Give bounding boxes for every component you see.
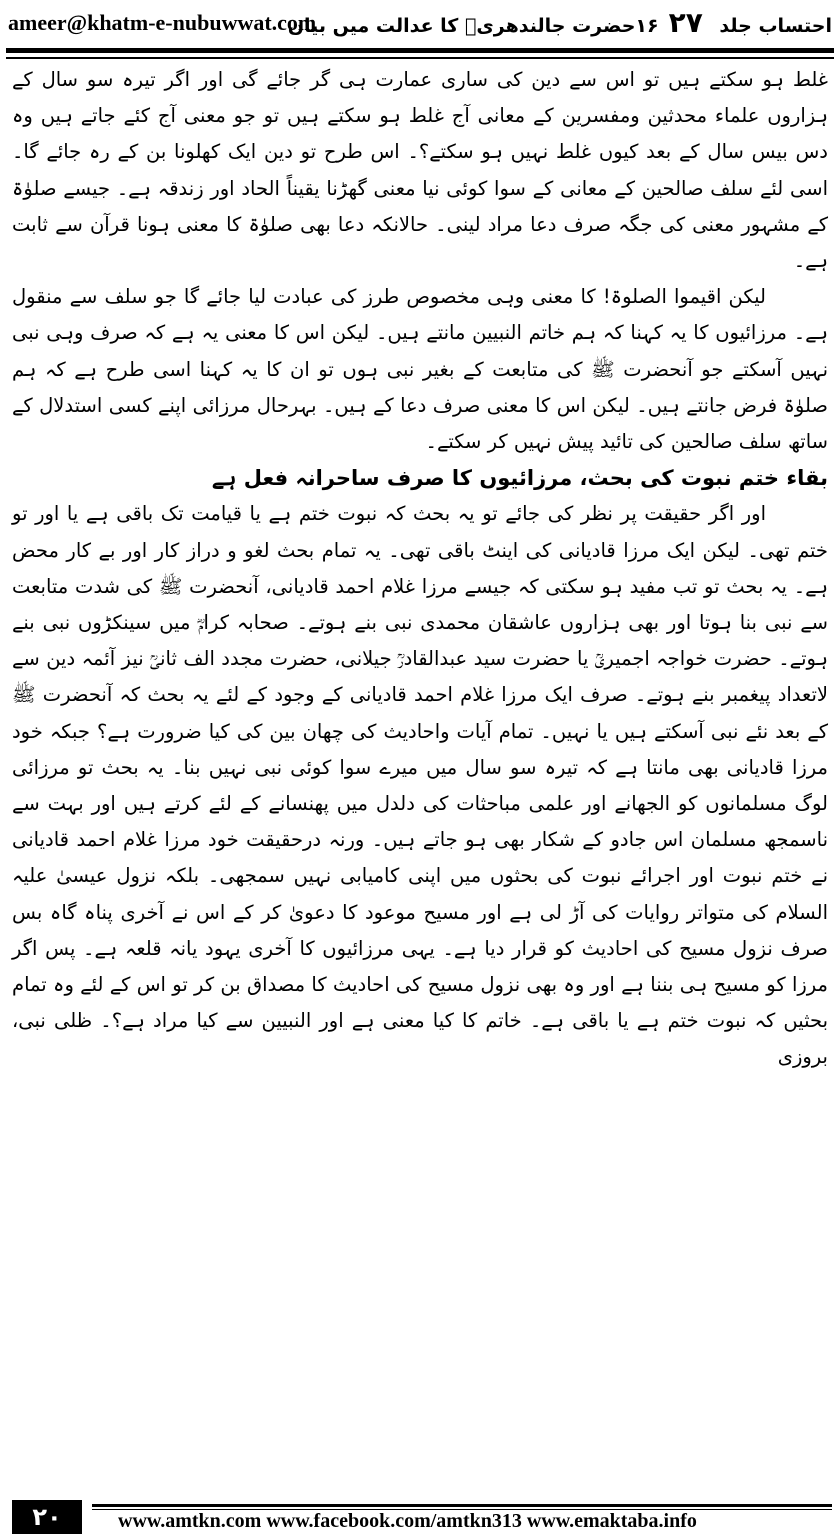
footer-rule-thick [92, 1504, 832, 1507]
page-header [0, 0, 840, 48]
page-body [12, 62, 828, 1076]
header-title [288, 6, 832, 39]
header-rule-thin [6, 57, 834, 59]
paragraph-2: لیکن اقیموا الصلوۃ! کا معنی وہی مخصوص طرز کی عبادت لیا جائے گا جو سلف سے منقول ہے۔ مرزائیوں کا یہ کہنا کہ ہم خاتم النبیین مانتے ہیں۔ لیکن اس کا معنی یہ ہے کہ صرف وہی نبی نہیں آسکتے جو آنحضرت ﷺ کی متابعت کے بغیر نبی ہوں تو ان کا یہ کہنا اسی طرح ہے کہ ہم صلوٰۃ فرض جانتے ہیں۔ لیکن اس کا معنی صرف دعا کے ہیں۔ بہرحال مرزائی اپنے کسی استدلال کے ساتھ سلف صالحین کی تائید پیش نہیں کر سکتے۔ [12, 285, 828, 454]
paragraph-3: اور اگر حقیقت پر نظر کی جائے تو یہ بحث کہ نبوت ختم ہے یا قیامت تک باقی ہے یا اور تو ختم تھی۔ لیکن ایک مرزا قادیانی کی اینٹ باقی تھی۔ یہ تمام بحث لغو و دراز کار اور بے کار محض ہے۔ یہ بحث تو تب مفید ہو سکتی کہ جیسے مرزا غلام احمد قادیانی، آنحضرت ﷺ کی شدت متابعت سے نبی بنا ہوتا اور بھی ہزاروں عاشقان محمدی نبی بنے ہوتے۔ صحابہ کرامؓ میں سینکڑوں نبی بنے ہوتے۔ حضرت خواجہ اجمیریؒ یا حضرت سید عبدالقادرؒ جیلانی، حضرت مجدد الف ثانیؒ نیز آئمہ دین سے لاتعداد پیغمبر بنے ہوتے۔ صرف ایک مرزا غلام احمد قادیانی کے وجود کے لئے یہ بحث کہ آنحضرت ﷺ کے بعد نئے نبی آسکتے ہیں یا نہیں۔ تمام آیات واحادیث کی چھان بین کی کیا ضرورت ہے؟ جبکہ خود مرزا قادیانی بھی مانتا ہے کہ تیرہ سو سال میں میرے سوا کوئی نبی نہیں بنا۔ یہ بحث تو مرزائی لوگ مسلمانوں کو الجھانے اور علمی مباحثات کی دلدل میں پھنسانے کے لئے کرتے ہیں اور بہت سے ناسمجھ مسلمان اس جادو کے شکار بھی ہو جاتے ہیں۔ ورنہ درحقیقت خود مرزا غلام احمد قادیانی نے ختم نبوت اور اجرائے نبوت کی بحثوں میں اپنی کامیابی نہیں سمجھی۔ بلکہ نزول عیسیٰ علیہ السلام کی متواتر روایات کی آڑ لی ہے اور مسیح موعود کا دعویٰ کر کے اس نے آخری پناہ گاہ بس صرف نزول مسیح کی احادیث کو قرار دیا ہے۔ یہی مرزائیوں کا آخری یہود یانہ قلعہ ہے۔ پس اگر مرزا کو مسیح ہی بننا ہے اور وہ بھی نزول مسیح کی احادیث کا مصداق بن کر تو اس کے لئے وہ تمام بحثیں کہ نبوت ختم ہے یا باقی ہے۔ خاتم کا کیا معنی ہے اور النبیین سے کیا مراد ہے؟۔ ظلی نبی، بروزی [12, 502, 828, 1069]
header-subject: حضرت جالندھریؒ کا عدالت میں بیان [287, 15, 636, 37]
page-footer [0, 1500, 840, 1540]
paragraph-1: غلط ہو سکتے ہیں تو اس سے دین کی ساری عمارت ہی گر جائے گی اور اگر تیرہ سو سال کے ہزاروں علماء محدثین ومفسرین کے معانی آج غلط ہو سکتے ہیں تو جو معنی آج کئے جاتے ہیں وہ دس بیس سال کے بعد کیوں غلط نہیں ہو سکتے؟۔ اس طرح تو دین ایک کھلونا بن کے رہ جائے گا۔ اسی لئے سلف صالحین کے معانی کے سوا کوئی نیا معنی گھڑنا یقیناً الحاد اور زندقہ ہے۔ جیسے صلوٰۃ کے مشہور معنی کی جگہ صرف دعا مراد لینی۔ حالانکہ دعا بھی صلوٰۃ کا معنی ہونا قرآن سے ثابت ہے۔ [12, 68, 828, 273]
header-rule-thick [6, 48, 834, 53]
header-page-number: ۲۷ [668, 6, 703, 39]
footer-links: www.amtkn.com www.facebook.com/amtkn313 www.emaktaba.info [118, 1510, 697, 1532]
section-heading: بقاء ختم نبوت کی بحث، مرزائیوں کا صرف ساحرانہ فعل ہے [211, 466, 828, 491]
header-volume: احتساب جلد ۱۶ [635, 15, 832, 37]
header-email: ameer@khatm-e-nubuwwat.com [8, 10, 317, 35]
footer-page-number: ۲۰ [12, 1500, 82, 1534]
